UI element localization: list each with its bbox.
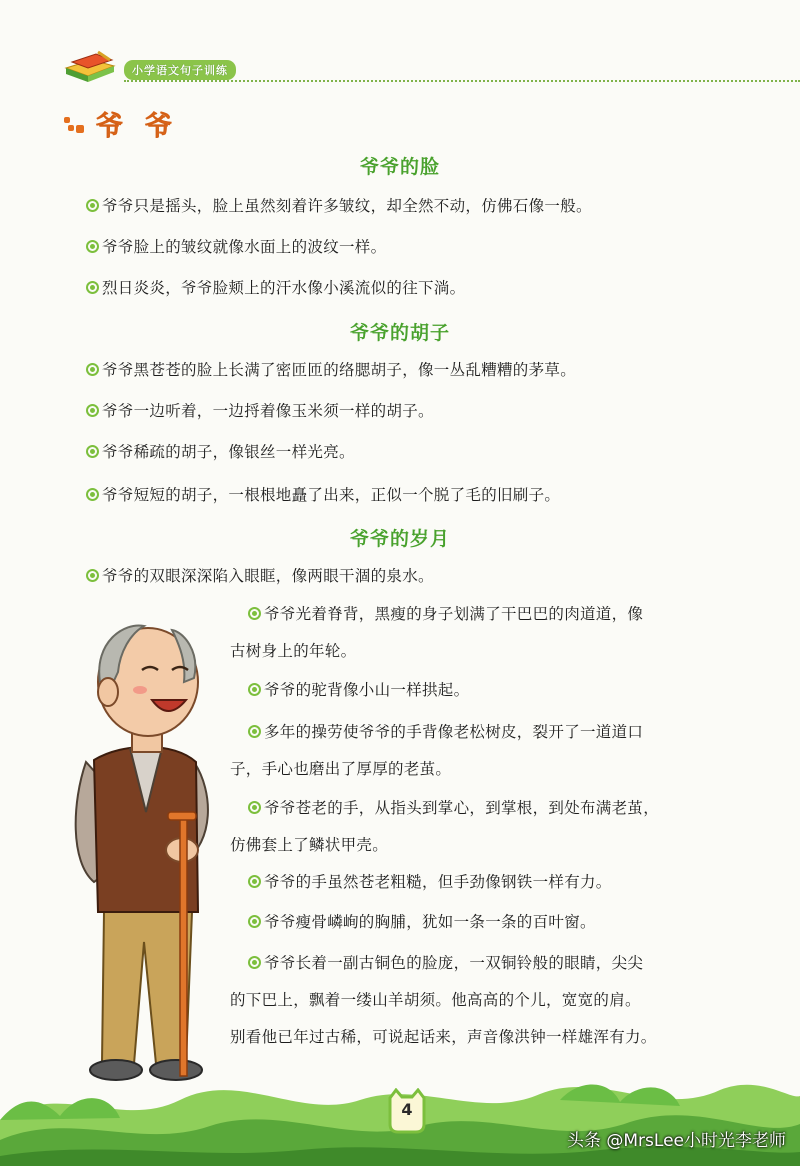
page-header (62, 46, 742, 86)
square-bullets-icon (64, 113, 90, 135)
series-title: 小学语文句子训练 (124, 60, 236, 80)
bullet-icon (86, 569, 99, 582)
bullet-icon (248, 956, 261, 969)
grandpa-illustration (64, 612, 234, 1092)
subheading-beard: 爷爷的胡子 (349, 322, 450, 344)
section-title-text: 爷爷 (96, 111, 194, 142)
bullet-icon (248, 801, 261, 814)
bullet-icon (86, 488, 99, 501)
bullet-icon (86, 445, 99, 458)
section-title (64, 104, 194, 143)
subheading-face: 爷爷的脸 (359, 156, 440, 178)
paragraph: 爷爷苍老的手，从指头到掌心，到掌根，到处布满老茧， 仿佛套上了鳞状甲壳。 (230, 799, 660, 854)
bullet-icon (86, 363, 99, 376)
list-item: 爷爷一边听着，一边捋着像玉米须一样的胡子。 (86, 401, 434, 421)
header-divider (124, 80, 800, 82)
paragraph: 多年的操劳使爷爷的手背像老松树皮，裂开了一道道口 子，手心也磨出了厚厚的老茧。 (230, 723, 644, 778)
paragraph: 爷爷的手虽然苍老粗糙，但手劲像钢铁一样有力。 (230, 864, 750, 901)
bullet-icon (86, 240, 99, 253)
watermark: 头条 @MrsLee小时光李老师 (566, 1131, 786, 1151)
paragraph: 爷爷长着一副古铜色的脸庞，一双铜铃般的眼睛，尖尖 的下巴上，飘着一缕山羊胡须。他高高的个儿，宽宽的肩。 别看他已年过古稀，可说起话来，声音像洪钟一样雄浑有力。 (230, 954, 657, 1046)
bullet-icon (248, 607, 261, 620)
books-icon (62, 50, 118, 84)
subheading-years: 爷爷的岁月 (349, 528, 450, 550)
bullet-icon (248, 875, 261, 888)
list-item: 爷爷短短的胡子，一根根地矗了出来，正似一个脱了毛的旧刷子。 (86, 485, 560, 505)
list-item: 爷爷稀疏的胡子，像银丝一样光亮。 (86, 442, 355, 462)
list-item: 烈日炎炎，爷爷脸颊上的汗水像小溪流似的往下淌。 (86, 278, 465, 298)
page-number: 4 (401, 1100, 413, 1119)
paragraph: 爷爷瘦骨嶙峋的胸脯，犹如一条一条的百叶窗。 (230, 904, 750, 941)
list-item: 爷爷只是摇头，脸上虽然刻着许多皱纹，却全然不动，仿佛石像一般。 (86, 196, 592, 216)
paragraph: 爷爷光着脊背，黑瘦的身子划满了干巴巴的肉道道，像 古树身上的年轮。 (230, 605, 644, 660)
bullet-icon (248, 683, 261, 696)
bullet-icon (248, 725, 261, 738)
bullet-icon (86, 199, 99, 212)
bullet-icon (248, 915, 261, 928)
list-item: 爷爷黑苍苍的脸上长满了密匝匝的络腮胡子，像一丛乱糟糟的茅草。 (86, 360, 576, 380)
paragraph: 爷爷的驼背像小山一样拱起。 (230, 672, 750, 709)
list-item: 爷爷的双眼深深陷入眼眶，像两眼干涸的泉水。 (86, 566, 434, 586)
list-item: 爷爷脸上的皱纹就像水面上的波纹一样。 (86, 237, 386, 257)
bullet-icon (86, 281, 99, 294)
bullet-icon (86, 404, 99, 417)
